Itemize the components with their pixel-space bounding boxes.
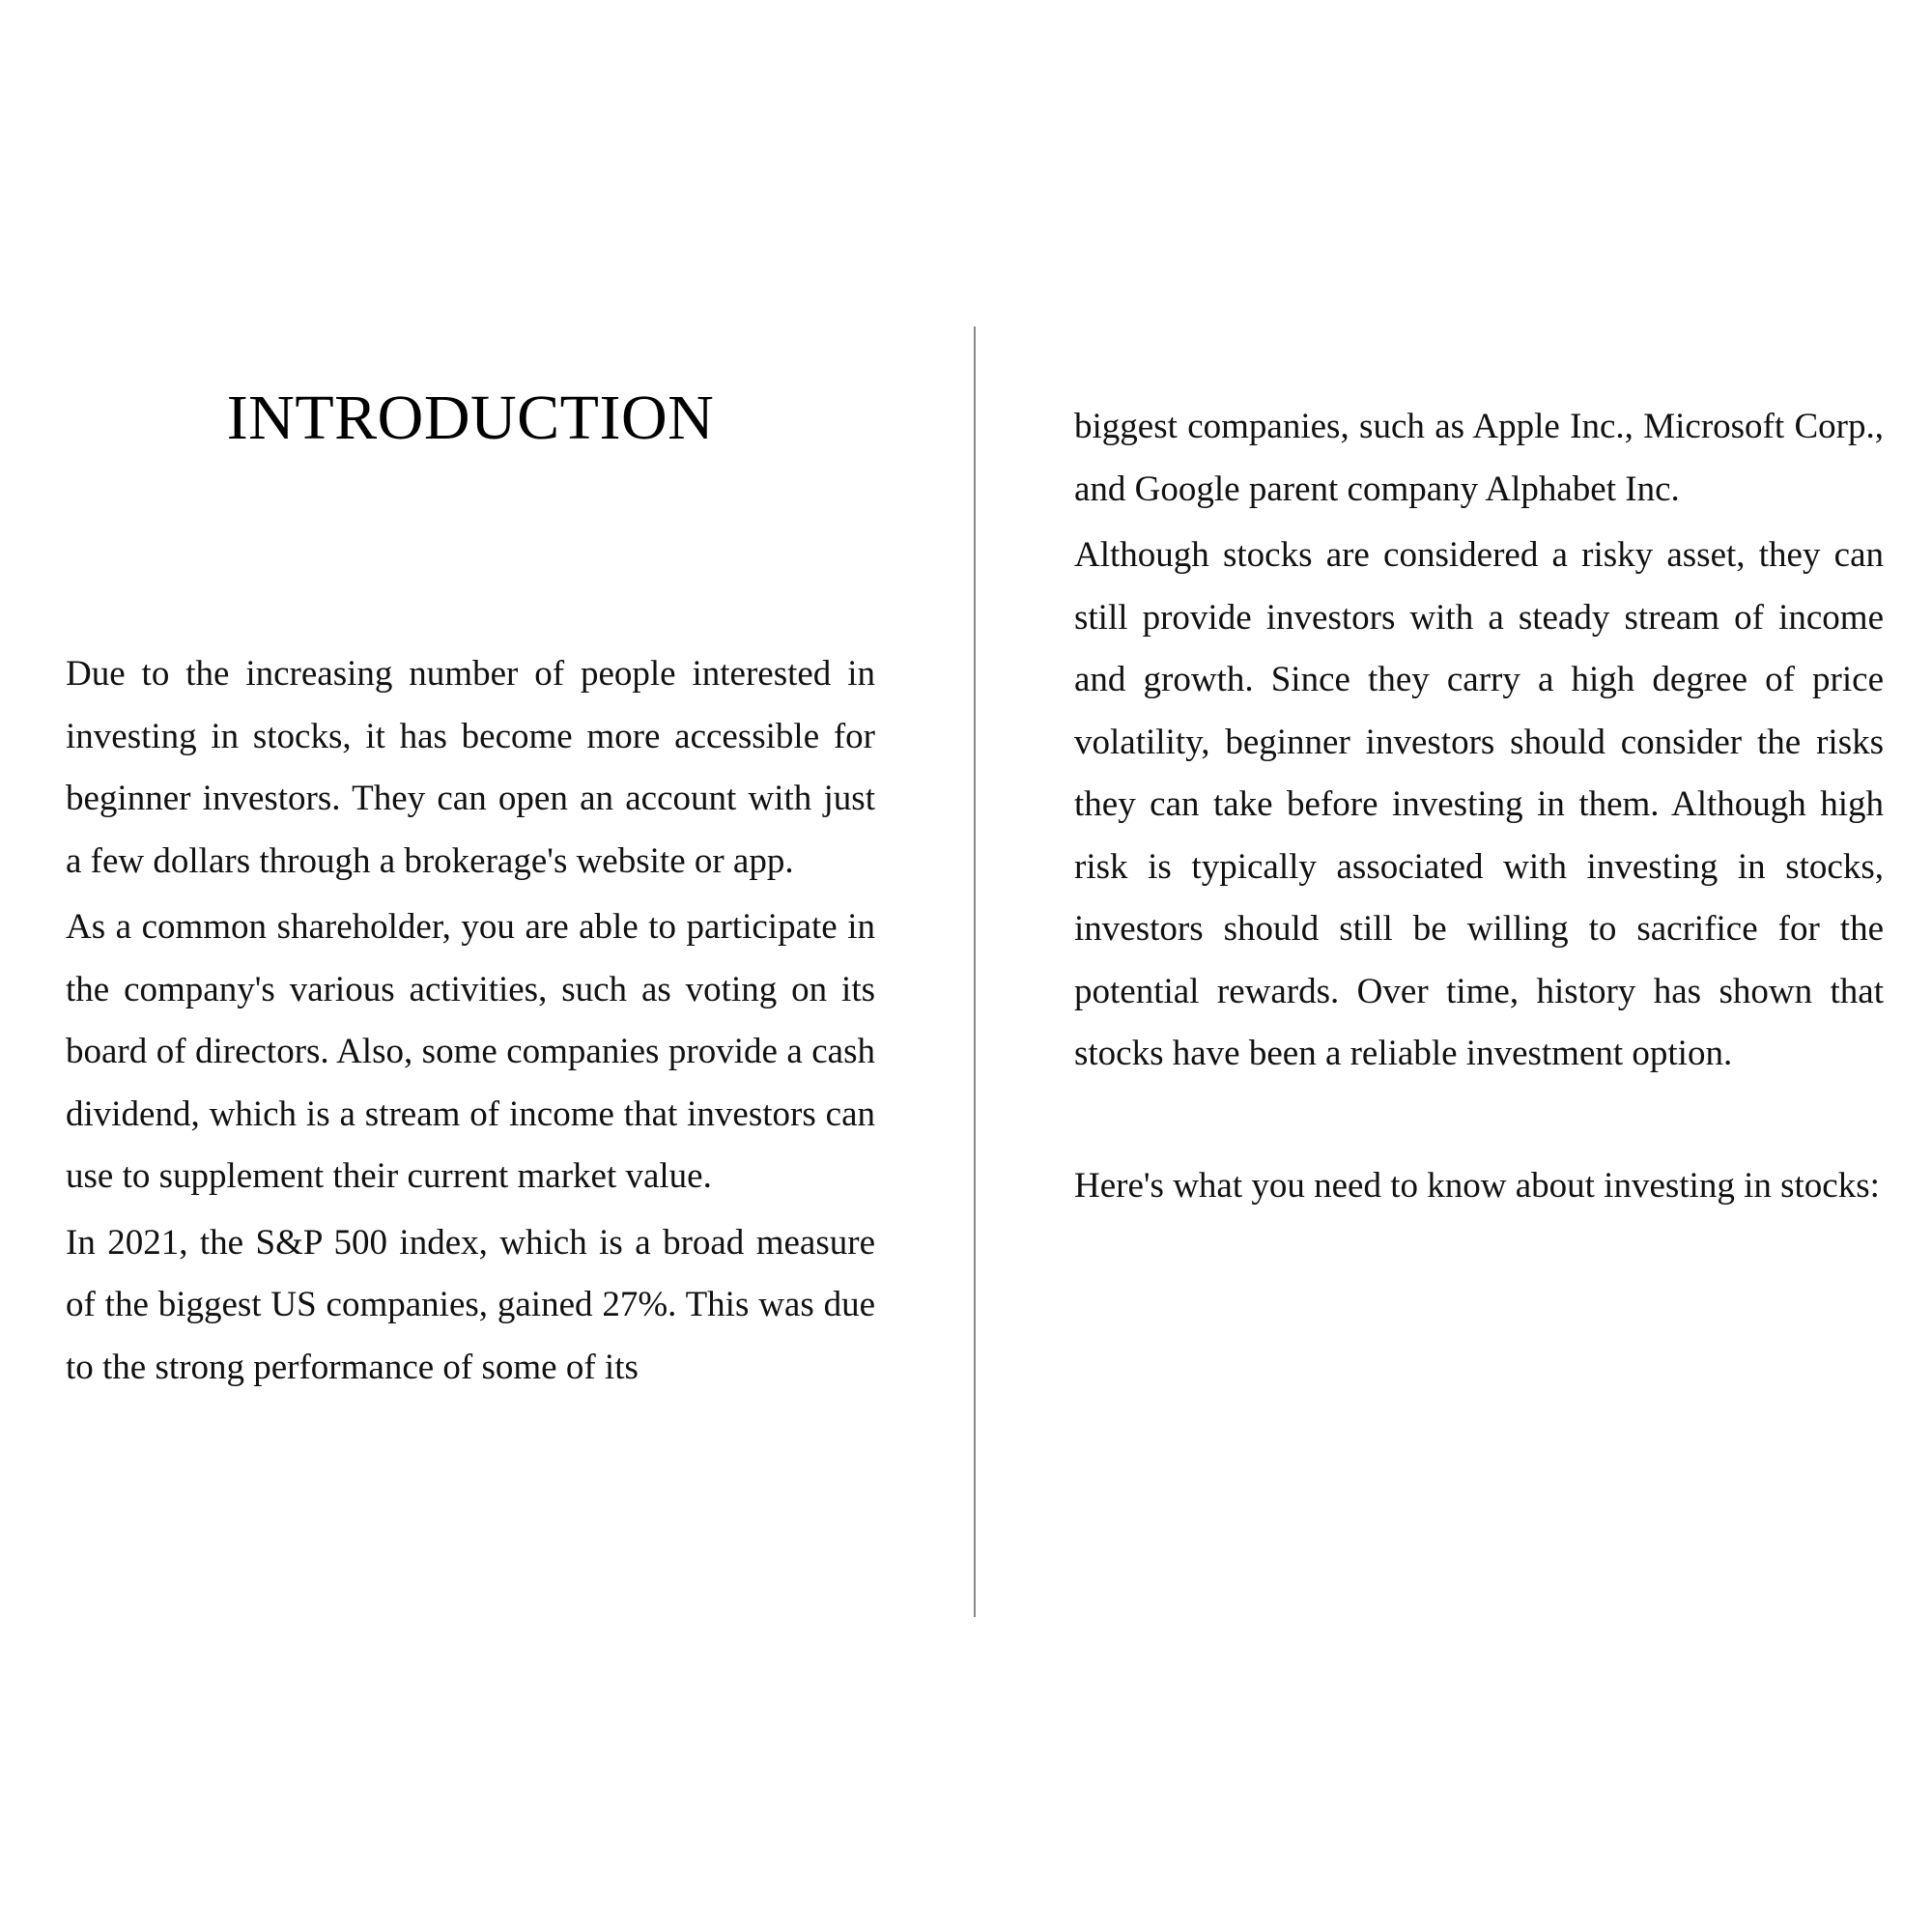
right-page — [1074, 396, 1884, 1221]
paragraph-common-shareholder: As a common shareholder, you are able to participate in the company's various activities, such as voting on its board of directors. Also, some companies provide a cash dividend, which is a stream of income that investors can use to supplement their current market value. — [66, 907, 875, 1196]
paragraph-spacing — [1074, 1090, 1884, 1155]
paragraph-biggest-companies: biggest companies, such as Apple Inc., Microsoft Corp., and Google parent company Alphabet Inc. — [1074, 407, 1884, 509]
paragraph-risk-and-reward: Although stocks are considered a risky asset, they can still provide investors with a steady stream of income and growth. Since they carry a high degree of price volatility, beginner investors should consider the risks they can take before investing in them. Although high risk is typically associated with investing in stocks, investors should still be willing to sacrifice for the potential rewards. Over time, history has shown that stocks have been a reliable investment option. — [1074, 535, 1884, 1073]
page-divider — [974, 327, 976, 1617]
paragraph-what-to-know: Here's what you need to know about investing in stocks: — [1074, 1165, 1880, 1206]
title-spacing — [66, 450, 875, 643]
paragraph-beginner-investors: Due to the increasing number of people interested in investing in stocks, it has become more accessible for beginner investors. They can open an account with just a few dollars through a brokerage's website or app. — [66, 654, 875, 881]
paragraph-sp500-2021: In 2021, the S&P 500 index, which is a broad measure of the biggest US companies, gained 27%. This was due to the strong performance of some of its — [66, 1222, 875, 1387]
page-title: INTRODUCTION — [226, 383, 715, 453]
left-page — [66, 383, 875, 1403]
